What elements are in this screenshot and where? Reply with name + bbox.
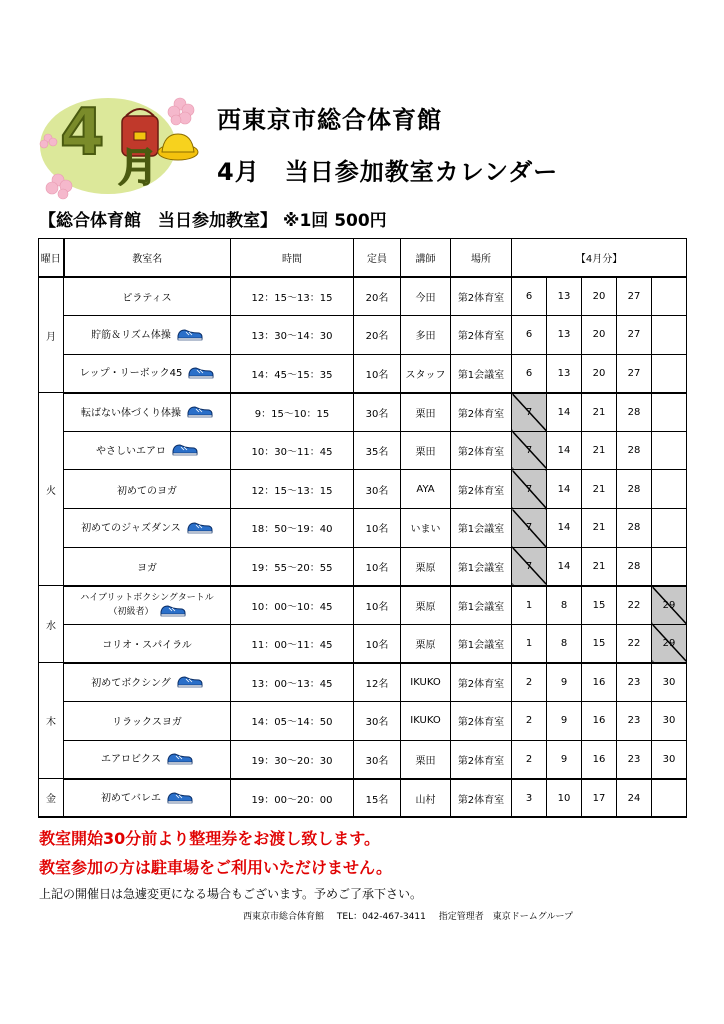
header-capacity: 定員 — [354, 239, 401, 278]
time-cell: 9：15～10：15 — [231, 393, 354, 432]
notice-ticket: 教室開始30分前より整理券をお渡し致します。 — [39, 829, 380, 848]
date-cell: 21 — [582, 431, 617, 470]
footer-facility: 西東京市総合体育館 — [243, 912, 325, 922]
capacity-cell: 10名 — [354, 547, 401, 586]
table-row — [39, 624, 687, 663]
instructor-cell: IKUKO — [401, 702, 451, 741]
time-cell: 13：30～14：30 — [231, 316, 354, 355]
class-name-cell — [64, 740, 231, 779]
date-cell: 7 — [512, 470, 547, 509]
date-cell: 21 — [582, 393, 617, 432]
class-name: 初めてバレエ — [101, 793, 161, 805]
sneaker-icon — [167, 790, 193, 807]
date-cell: 7 — [512, 509, 547, 548]
date-cell: 10 — [547, 779, 582, 818]
class-name-cell — [64, 702, 231, 741]
date-cell: 8 — [547, 586, 582, 625]
date-cell: 29 — [652, 586, 687, 625]
date-cell: 21 — [582, 547, 617, 586]
date-cell: 23 — [617, 663, 652, 702]
date-cell: 2 — [512, 702, 547, 741]
instructor-cell: 山村 — [401, 779, 451, 818]
date-cell: 2 — [512, 663, 547, 702]
date-cell: 23 — [617, 740, 652, 779]
date-cell — [652, 779, 687, 818]
class-name-cell — [64, 586, 231, 625]
header-instructor: 講師 — [401, 239, 451, 278]
capacity-cell: 30名 — [354, 470, 401, 509]
place-cell: 第2体育室 — [451, 702, 512, 741]
instructor-cell: IKUKO — [401, 663, 451, 702]
table-row — [39, 509, 687, 548]
table-row — [39, 779, 687, 818]
table-row — [39, 431, 687, 470]
date-cell — [652, 316, 687, 355]
date-cell: 13 — [547, 277, 582, 316]
time-cell: 18：50～19：40 — [231, 509, 354, 548]
date-cell: 9 — [547, 702, 582, 741]
place-cell: 第2体育室 — [451, 393, 512, 432]
table-row — [39, 663, 687, 702]
date-cell: 20 — [582, 277, 617, 316]
day-cell: 火 — [39, 393, 64, 586]
capacity-cell: 10名 — [354, 586, 401, 625]
class-name: リラックスヨガ — [112, 717, 182, 729]
class-name-cell — [64, 624, 231, 663]
class-name-cell — [64, 431, 231, 470]
table-row — [39, 586, 687, 625]
date-cell: 16 — [582, 702, 617, 741]
place-cell: 第2体育室 — [451, 431, 512, 470]
place-cell: 第2体育室 — [451, 779, 512, 818]
place-cell: 第1会議室 — [451, 586, 512, 625]
class-name-cell — [64, 354, 231, 393]
capacity-cell: 35名 — [354, 431, 401, 470]
instructor-cell: 栗田 — [401, 740, 451, 779]
table-row — [39, 470, 687, 509]
calendar-title: 4月 当日参加教室カレンダー — [217, 158, 559, 186]
place-cell: 第2体育室 — [451, 277, 512, 316]
instructor-cell: 栗原 — [401, 624, 451, 663]
sneaker-icon — [177, 674, 203, 691]
place-cell: 第2体育室 — [451, 470, 512, 509]
time-cell: 19：55～20：55 — [231, 547, 354, 586]
logo-month-kanji: 月 — [118, 145, 158, 191]
instructor-cell: 栗原 — [401, 586, 451, 625]
date-cell: 27 — [617, 316, 652, 355]
time-cell: 19：30～20：30 — [231, 740, 354, 779]
notice-change: 上記の開催日は急遽変更になる場合もございます。予めご了承下さい。 — [39, 887, 423, 901]
date-cell: 21 — [582, 509, 617, 548]
date-cell: 16 — [582, 663, 617, 702]
date-cell: 6 — [512, 354, 547, 393]
date-cell: 9 — [547, 740, 582, 779]
date-cell: 30 — [652, 740, 687, 779]
capacity-cell: 30名 — [354, 740, 401, 779]
date-cell: 9 — [547, 663, 582, 702]
capacity-cell: 15名 — [354, 779, 401, 818]
time-cell: 14：05～14：50 — [231, 702, 354, 741]
table-row — [39, 740, 687, 779]
class-name-cell — [64, 509, 231, 548]
place-cell: 第1会議室 — [451, 354, 512, 393]
date-cell: 14 — [547, 509, 582, 548]
schedule-body — [39, 277, 687, 817]
capacity-cell: 30名 — [354, 702, 401, 741]
instructor-cell: 栗原 — [401, 547, 451, 586]
time-cell: 14：45～15：35 — [231, 354, 354, 393]
place-cell: 第2体育室 — [451, 740, 512, 779]
time-cell: 13：00～13：45 — [231, 663, 354, 702]
header-dates: 【4月分】 — [512, 239, 687, 278]
date-cell: 20 — [582, 354, 617, 393]
date-cell — [652, 547, 687, 586]
instructor-cell: いまい — [401, 509, 451, 548]
date-cell: 8 — [547, 624, 582, 663]
time-cell: 19：00～20：00 — [231, 779, 354, 818]
date-cell: 14 — [547, 431, 582, 470]
class-name: 初めてボクシング — [91, 677, 171, 689]
date-cell: 28 — [617, 470, 652, 509]
date-cell: 28 — [617, 509, 652, 548]
time-cell: 12：15～13：15 — [231, 470, 354, 509]
date-cell — [652, 470, 687, 509]
capacity-cell: 20名 — [354, 316, 401, 355]
date-cell — [652, 277, 687, 316]
logo-month-number: 4 — [60, 96, 105, 170]
place-cell: 第2体育室 — [451, 663, 512, 702]
date-cell: 22 — [617, 624, 652, 663]
date-cell: 3 — [512, 779, 547, 818]
class-name: エアロビクス — [101, 754, 161, 766]
capacity-cell: 10名 — [354, 354, 401, 393]
date-cell: 27 — [617, 277, 652, 316]
date-cell: 7 — [512, 431, 547, 470]
date-cell: 22 — [617, 586, 652, 625]
date-cell: 30 — [652, 702, 687, 741]
date-cell: 1 — [512, 586, 547, 625]
date-cell: 1 — [512, 624, 547, 663]
header-row — [39, 239, 687, 278]
date-cell: 16 — [582, 740, 617, 779]
sneaker-icon — [188, 365, 214, 382]
table-row — [39, 702, 687, 741]
date-cell: 13 — [547, 316, 582, 355]
class-name-cell — [64, 547, 231, 586]
month-logo — [30, 82, 200, 200]
date-cell: 2 — [512, 740, 547, 779]
instructor-cell: 栗田 — [401, 431, 451, 470]
date-cell: 13 — [547, 354, 582, 393]
instructor-cell: 栗田 — [401, 393, 451, 432]
class-name: 初めてのジャズダンス — [81, 523, 181, 535]
day-cell: 水 — [39, 586, 64, 663]
table-row — [39, 277, 687, 316]
table-row — [39, 393, 687, 432]
facility-title: 西東京市総合体育館 — [217, 106, 442, 134]
table-row — [39, 547, 687, 586]
class-name-cell — [64, 779, 231, 818]
time-cell: 10：30～11：45 — [231, 431, 354, 470]
date-cell — [652, 354, 687, 393]
capacity-cell: 12名 — [354, 663, 401, 702]
date-cell: 15 — [582, 624, 617, 663]
class-name: やさしいエアロ — [96, 445, 166, 457]
date-cell: 28 — [617, 431, 652, 470]
class-name-sub: （初級者） — [108, 607, 154, 618]
class-name-cell — [64, 470, 231, 509]
date-cell: 6 — [512, 316, 547, 355]
footer-tel: TEL：042-467-3411 — [336, 912, 426, 922]
date-cell: 23 — [617, 702, 652, 741]
header-time: 時間 — [231, 239, 354, 278]
instructor-cell: 今田 — [401, 277, 451, 316]
class-name-cell — [64, 393, 231, 432]
class-name: 初めてのヨガ — [117, 485, 177, 497]
header-name: 教室名 — [64, 239, 231, 278]
date-cell — [652, 393, 687, 432]
date-cell: 30 — [652, 663, 687, 702]
date-cell: 28 — [617, 547, 652, 586]
time-cell: 10：00～10：45 — [231, 586, 354, 625]
place-cell: 第1会議室 — [451, 547, 512, 586]
class-name-cell — [64, 316, 231, 355]
table-row — [39, 316, 687, 355]
sneaker-icon — [167, 751, 193, 768]
date-cell: 28 — [617, 393, 652, 432]
schedule-table — [38, 238, 687, 818]
instructor-cell: AYA — [401, 470, 451, 509]
instructor-cell: スタッフ — [401, 354, 451, 393]
date-cell: 20 — [582, 316, 617, 355]
class-name-cell — [64, 277, 231, 316]
footer-manager: 指定管理者 東京ドームグループ — [438, 912, 574, 922]
class-name: コリオ・スパイラル — [102, 639, 192, 651]
day-cell: 金 — [39, 779, 64, 818]
capacity-cell: 10名 — [354, 509, 401, 548]
place-cell: 第1会議室 — [451, 624, 512, 663]
table-row — [39, 354, 687, 393]
class-name: ヨガ — [137, 562, 157, 574]
sneaker-icon — [177, 327, 203, 344]
class-name: 転ばない体づくり体操 — [81, 407, 181, 419]
footer — [243, 909, 583, 922]
date-cell: 6 — [512, 277, 547, 316]
header-day: 曜日 — [39, 239, 64, 278]
sneaker-icon — [187, 520, 213, 537]
capacity-cell: 30名 — [354, 393, 401, 432]
class-name: 貯筋＆リズム体操 — [91, 330, 171, 342]
place-cell: 第2体育室 — [451, 316, 512, 355]
capacity-cell: 20名 — [354, 277, 401, 316]
time-cell: 12：15～13：15 — [231, 277, 354, 316]
instructor-cell: 多田 — [401, 316, 451, 355]
date-cell: 24 — [617, 779, 652, 818]
date-cell: 29 — [652, 624, 687, 663]
date-cell: 21 — [582, 470, 617, 509]
date-cell: 7 — [512, 547, 547, 586]
sneaker-icon — [160, 603, 186, 620]
class-name-cell — [64, 663, 231, 702]
time-cell: 11：00～11：45 — [231, 624, 354, 663]
date-cell: 7 — [512, 393, 547, 432]
date-cell: 27 — [617, 354, 652, 393]
capacity-cell: 10名 — [354, 624, 401, 663]
sneaker-icon — [172, 442, 198, 459]
class-name: ピラティス — [122, 293, 172, 305]
date-cell: 15 — [582, 586, 617, 625]
subtitle: 【総合体育館 当日参加教室】 ※1回 500円 — [39, 211, 387, 231]
date-cell: 14 — [547, 393, 582, 432]
class-name: ハイブリットボクシングタートル — [80, 593, 214, 604]
logo-graphic — [30, 82, 200, 200]
date-cell — [652, 431, 687, 470]
date-cell: 14 — [547, 470, 582, 509]
class-name: レップ・リーボック45 — [79, 368, 183, 380]
place-cell: 第1会議室 — [451, 509, 512, 548]
day-cell: 木 — [39, 663, 64, 779]
notice-parking: 教室参加の方は駐車場をご利用いただけません。 — [39, 858, 392, 877]
header-place: 場所 — [451, 239, 512, 278]
date-cell: 14 — [547, 547, 582, 586]
date-cell: 17 — [582, 779, 617, 818]
day-cell: 月 — [39, 277, 64, 393]
sneaker-icon — [187, 404, 213, 421]
date-cell — [652, 509, 687, 548]
